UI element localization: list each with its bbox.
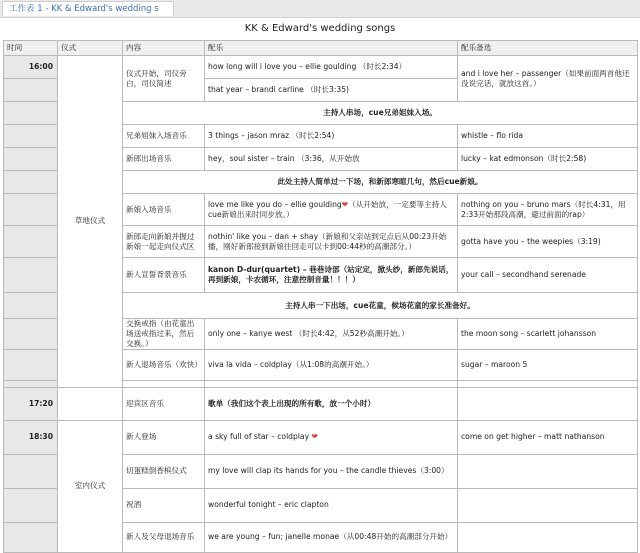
music-cell: viva la vida – coldplay（从1:08的高潮开始。）: [205, 349, 458, 380]
content-cell: 新郎出场音乐: [123, 148, 205, 171]
sheet-title: KK & Edward's wedding songs: [244, 23, 396, 34]
header-time: 时间: [4, 41, 58, 56]
rite-cell-indoor: 室内仪式: [58, 420, 123, 552]
backup-cell: the moon song – scarlett johansson: [458, 319, 638, 350]
content-cell: 新人及父母退场音乐: [123, 522, 205, 552]
announce-cell: 主持人串一下出场，cue花童，候场花童的家长准备好。: [123, 293, 638, 319]
header-backup: 配乐备选: [458, 41, 638, 56]
song-title: kanon D-dur(quartet) – 巷巷诗部: [208, 265, 340, 275]
song-title: love me like you do – ellie goulding: [208, 199, 342, 209]
music-cell: how long will i love you – ellie goulding （时长2:34）: [205, 56, 458, 79]
backup-cell: sugar – maroon 5: [458, 349, 638, 380]
announce-cell: 此处主持人简单过一下场，和新郎寒暄几句，然后cue新娘。: [123, 171, 638, 194]
music-cell: [205, 420, 458, 454]
content-cell: 交换戒指（由花童出场送戒指过来，然后交换。）: [123, 319, 205, 350]
time-cell: 16:00: [4, 56, 58, 79]
table-row: [4, 387, 638, 420]
content-cell: 仪式开始，司仪旁白，司仪简述: [123, 56, 205, 102]
song-note: （从开始放，一定要等主持人cue新娘出来时同步放。）: [208, 199, 447, 219]
content-cell: 新郎走向新娘并握过新娘一起走向仪式区: [123, 226, 205, 258]
music-cell: wonderful tonight – eric clapton: [205, 488, 458, 522]
backup-cell: nothing on you – bruno mars（时长4:31，用2:33开始那段高潮，避过前面的rap）: [458, 194, 638, 226]
backup-cell: your call – secondhand serenade: [458, 258, 638, 293]
songs-table: [3, 40, 638, 553]
song-note: （站定定，掀头纱，新郎先说话，再到新娘，卡农循环，注意控制音量！！！）: [208, 265, 454, 284]
backup-cell: come on get higher – matt nathanson: [458, 420, 638, 454]
backup-cell: gotta have you – the weepies（3:19): [458, 226, 638, 258]
music-cell: [205, 194, 458, 226]
music-cell: that year – brandi carline （时长3:35): [205, 79, 458, 102]
header-content: 内容: [123, 41, 205, 56]
table-row: [4, 56, 638, 79]
header-music: 配乐: [205, 41, 458, 56]
content-cell: 兄弟姐妹入场音乐: [123, 125, 205, 148]
music-cell: only one – kanye west （时长4:42，从52秒高潮开始。）: [205, 319, 458, 350]
content-cell: 新人宣誓背景音乐: [123, 258, 205, 293]
time-cell: 18:30: [4, 420, 58, 454]
table-row: [4, 420, 638, 454]
content-cell: 新人退场音乐（欢快）: [123, 349, 205, 380]
content-cell: 新人登场: [123, 420, 205, 454]
heart-icon: ❤: [311, 432, 318, 442]
music-cell: 歌单（我们这个表上出现的所有歌，放一个小时）: [205, 387, 458, 420]
music-cell: my love will clap its hands for you – the candle thieves（3:00）: [205, 454, 458, 488]
music-cell: hey，soul sister – train （3:36，从开始放: [205, 148, 458, 171]
announce-cell: 主持人串场，cue兄弟姐妹入场。: [123, 102, 638, 125]
content-cell: 迎宾区音乐: [123, 387, 205, 420]
rite-cell-ceremony: 草地仪式: [58, 56, 123, 388]
sheet-tab-bar: [0, 0, 640, 18]
backup-cell: whistle – flo rida: [458, 125, 638, 148]
heart-icon: ❤: [341, 199, 349, 209]
content-cell: 切蛋糕倒香槟仪式: [123, 454, 205, 488]
music-cell: nothin' like you – dan + shay（新娘和父亲站到定点后从00:23开始播，刚好新郎接到新娘往回走可以卡到00:44秒的高潮部分。）: [205, 226, 458, 258]
header-row: [4, 41, 638, 56]
music-cell: [205, 258, 458, 293]
music-cell: we are young – fun; janelle monae（从00:48开始的高潮部分开始）: [205, 522, 458, 552]
content-cell: 新娘入场音乐: [123, 194, 205, 226]
music-cell: 3 things – jason mraz （时长2:54): [205, 125, 458, 148]
backup-cell: lucky – kat edmonson（时长2:58): [458, 148, 638, 171]
time-cell: 17:20: [4, 387, 58, 420]
sheet-tab[interactable]: 工作表 1 - KK & Edward's wedding s: [2, 1, 174, 16]
content-cell: 祝酒: [123, 488, 205, 522]
backup-cell: and i love her – passenger（如果前面两首他还没说完话，就放这首。）: [458, 56, 638, 102]
header-rite: 仪式: [58, 41, 123, 56]
song-title: a sky full of star – coldplay: [208, 432, 310, 442]
